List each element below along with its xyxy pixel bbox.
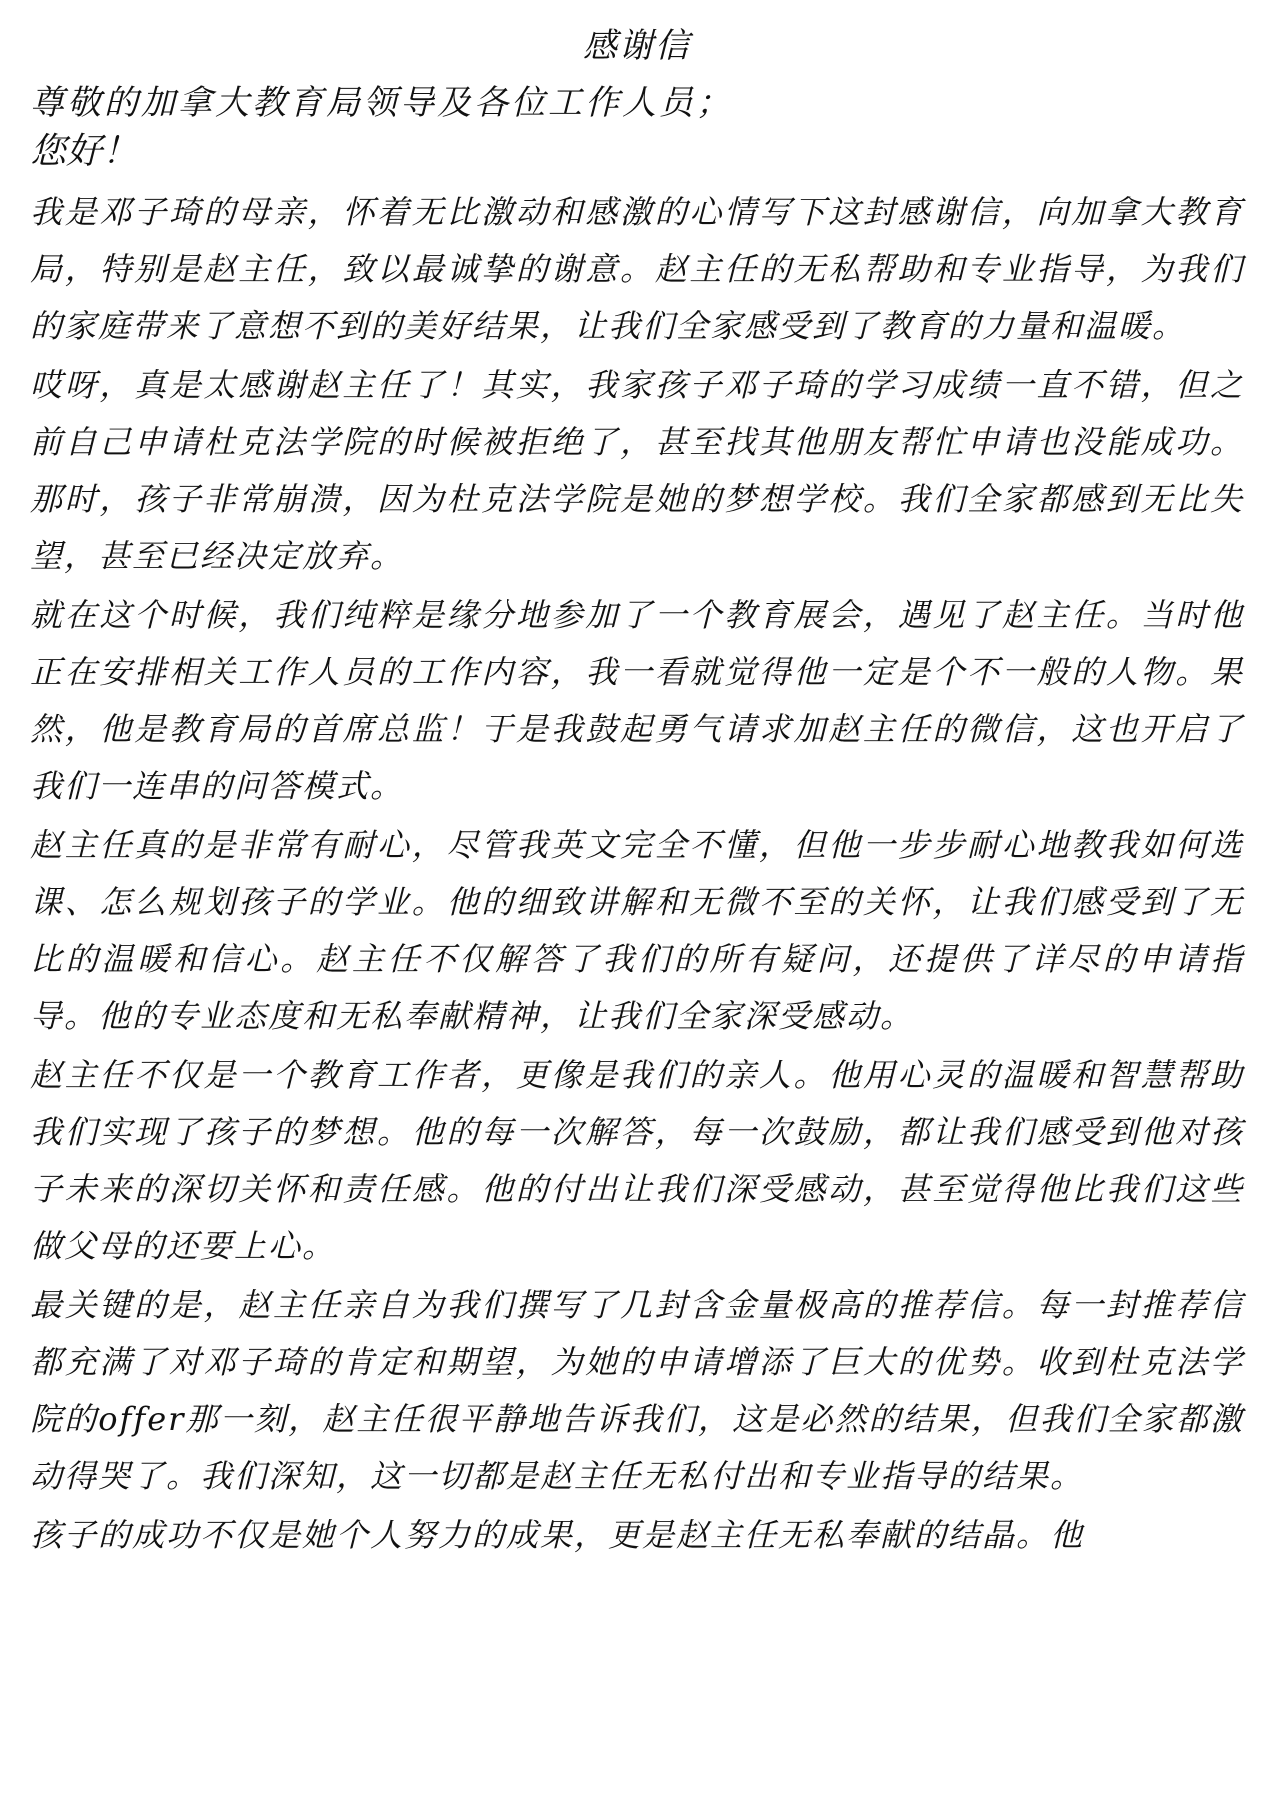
letter-paragraph: 我是邓子琦的母亲，怀着无比激动和感激的心情写下这封感谢信，向加拿大教育局，特别是赵主任，致以最诚挚的谢意。赵主任的无私帮助和专业指导，为我们的家庭带来了意想不到的美好结果，让我们全家感受到了教育的力量和温暖。 — [30, 193, 1244, 345]
letter-paragraph: 赵主任不仅是一个教育工作者，更像是我们的亲人。他用心灵的温暖和智慧帮助我们实现了孩子的梦想。他的每一次解答，每一次鼓励，都让我们感受到他对孩子未来的深切关怀和责任感。他的付出让我们深受感动，甚至觉得他比我们这些做父母的还要上心。 — [30, 1056, 1244, 1265]
letter-paragraph: 最关键的是，赵主任亲自为我们撰写了几封含金量极高的推荐信。每一封推荐信都充满了对邓子琦的肯定和期望，为她的申请增添了巨大的优势。收到杜克法学院的offer那一刻，赵主任很平静地告诉我们，这是必然的结果，但我们全家都激动得哭了。我们深知，这一切都是赵主任无私付出和专业指导的结果。 — [30, 1286, 1244, 1495]
letter-paragraph: 赵主任真的是非常有耐心，尽管我英文完全不懂，但他一步步耐心地教我如何选课、怎么规划孩子的学业。他的细致讲解和无微不至的关怀，让我们感受到了无比的温暖和信心。赵主任不仅解答了我们的所有疑问，还提供了详尽的申请指导。他的专业态度和无私奉献精神，让我们全家深受感动。 — [30, 826, 1244, 1035]
letter-paragraph: 哎呀，真是太感谢赵主任了！其实，我家孩子邓子琦的学习成绩一直不错，但之前自己申请杜克法学院的时候被拒绝了，甚至找其他朋友帮忙申请也没能成功。那时，孩子非常崩溃，因为杜克法学院是她的梦想学校。我们全家都感到无比失望，甚至已经决定放弃。 — [30, 366, 1244, 575]
letter-title: 感谢信 — [583, 26, 691, 66]
letter-salutation: 尊敬的加拿大教育局领导及各位工作人员； — [30, 83, 733, 123]
letter-paragraph: 就在这个时候，我们纯粹是缘分地参加了一个教育展会，遇见了赵主任。当时他正在安排相关工作人员的工作内容，我一看就觉得他一定是个不一般的人物。果然，他是教育局的首席总监！于是我鼓起勇气请求加赵主任的微信，这也开启了我们一连串的问答模式。 — [30, 596, 1244, 805]
letter-greeting: 您好！ — [30, 131, 139, 172]
letter-paragraph: 孩子的成功不仅是她个人努力的成果，更是赵主任无私奉献的结晶。他 — [30, 1516, 1085, 1554]
